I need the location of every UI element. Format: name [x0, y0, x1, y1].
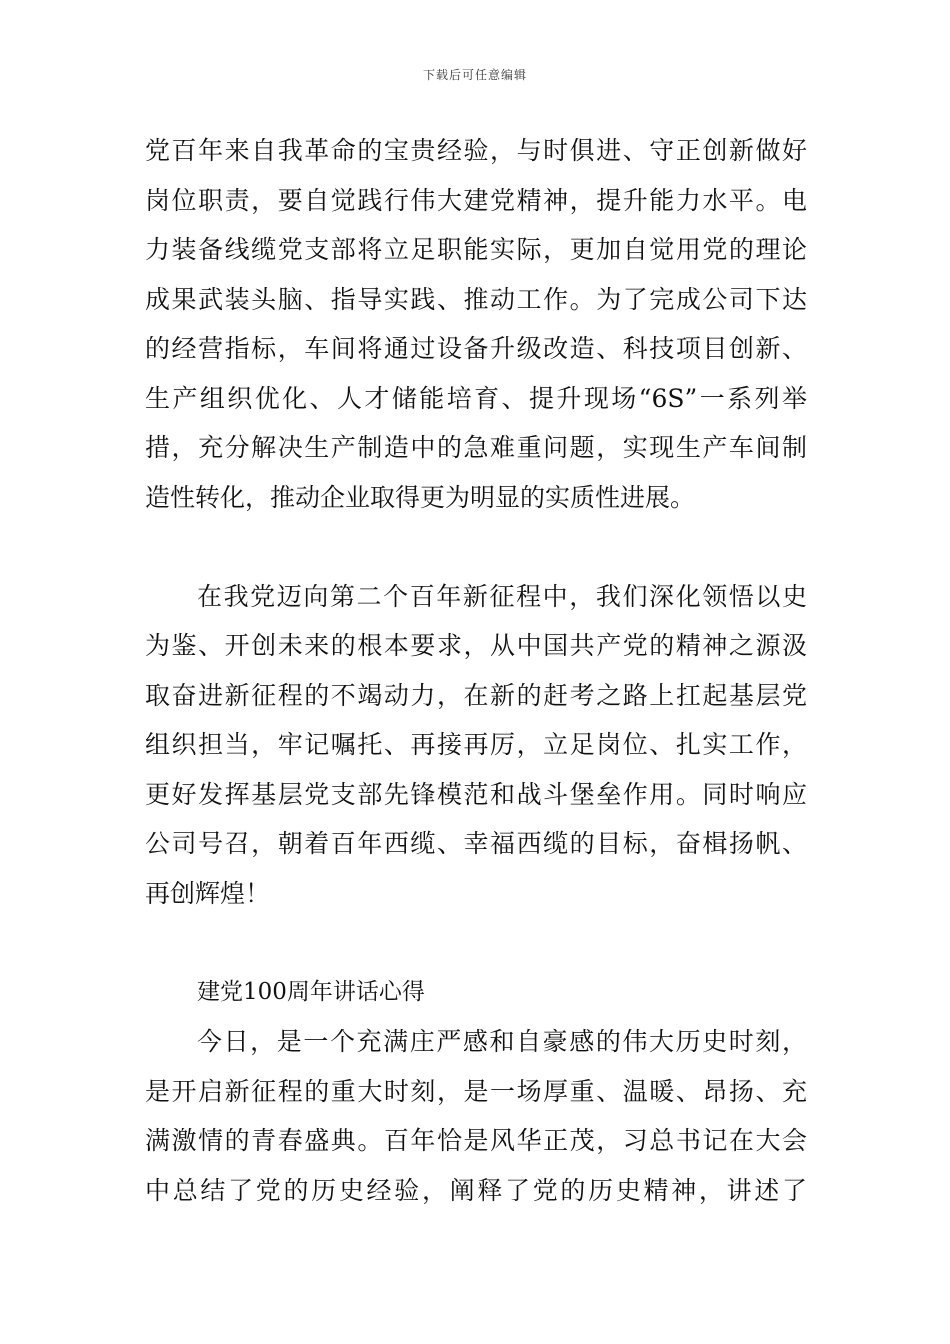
paragraph-1-line: 的经营指标，车间将通过设备升级改造、科技项目创新、 [145, 334, 807, 363]
paragraph-1-line: 党百年来自我革命的宝贵经验，与时俱进、守正创新做好 [145, 136, 807, 165]
paragraph-2 [145, 572, 807, 919]
paragraph-2-line: 取奋进新征程的不竭动力，在新的赶考之路上扛起基层党 [145, 680, 807, 710]
paragraph-1-line: 生产组织优化、人才储能培育、提升现场“6S”一系列举 [145, 383, 807, 413]
paragraph-2-line: 为鉴、开创未来的根本要求，从中国共产党的精神之源汲 [145, 631, 807, 660]
paragraph-3-line: 中总结了党的历史经验，阐释了党的历史精神，讲述了 [145, 1175, 807, 1205]
paragraph-1-line: 岗位职责，要自觉践行伟大建党精神，提升能力水平。电 [145, 185, 807, 215]
paragraph-1-line: 成果武装头脑、指导实践、推动工作。为了完成公司下达 [145, 284, 807, 314]
paragraph-2-line: 组织担当，牢记嘱托、再接再厉，立足岗位、扎实工作， [145, 730, 807, 759]
paragraph-2-line: 公司号召，朝着百年西缆、幸福西缆的目标，奋楫扬帆、 [145, 829, 807, 858]
paragraph-3-line: 是开启新征程的重大时刻，是一场厚重、温暖、昂扬、充 [145, 1076, 807, 1106]
paragraph-1-line: 造性转化，推动企业取得更为明显的实质性进展。 [145, 482, 696, 512]
paragraph-2-line: 更好发挥基层党支部先锋模范和战斗堡垒作用。同时响应 [145, 779, 807, 809]
paragraph-1-line: 力装备线缆党支部将立足职能实际，更加自觉用党的理论 [145, 235, 807, 264]
paragraph-2-line: 再创辉煌！ [145, 878, 271, 908]
document-body [145, 126, 807, 1215]
paragraph-3-line: 今日，是一个充满庄严感和自豪感的伟大历史时刻， [197, 1027, 807, 1056]
paragraph-1-line: 措，充分解决生产制造中的急难重问题，实现生产车间制 [145, 433, 807, 462]
paragraph-1 [145, 126, 807, 522]
section-title: 建党100周年讲话心得 [197, 978, 425, 1005]
paragraph-spacer [145, 522, 807, 572]
paragraph-2-line: 在我党迈向第二个百年新征程中，我们深化领悟以史 [197, 581, 807, 611]
paragraph-3-line: 满激情的青春盛典。百年恰是风华正茂，习总书记在大会 [145, 1126, 807, 1155]
page-header-note: 下载后可任意编辑 [422, 68, 527, 82]
paragraph-3 [145, 1017, 807, 1215]
paragraph-spacer [145, 918, 807, 968]
